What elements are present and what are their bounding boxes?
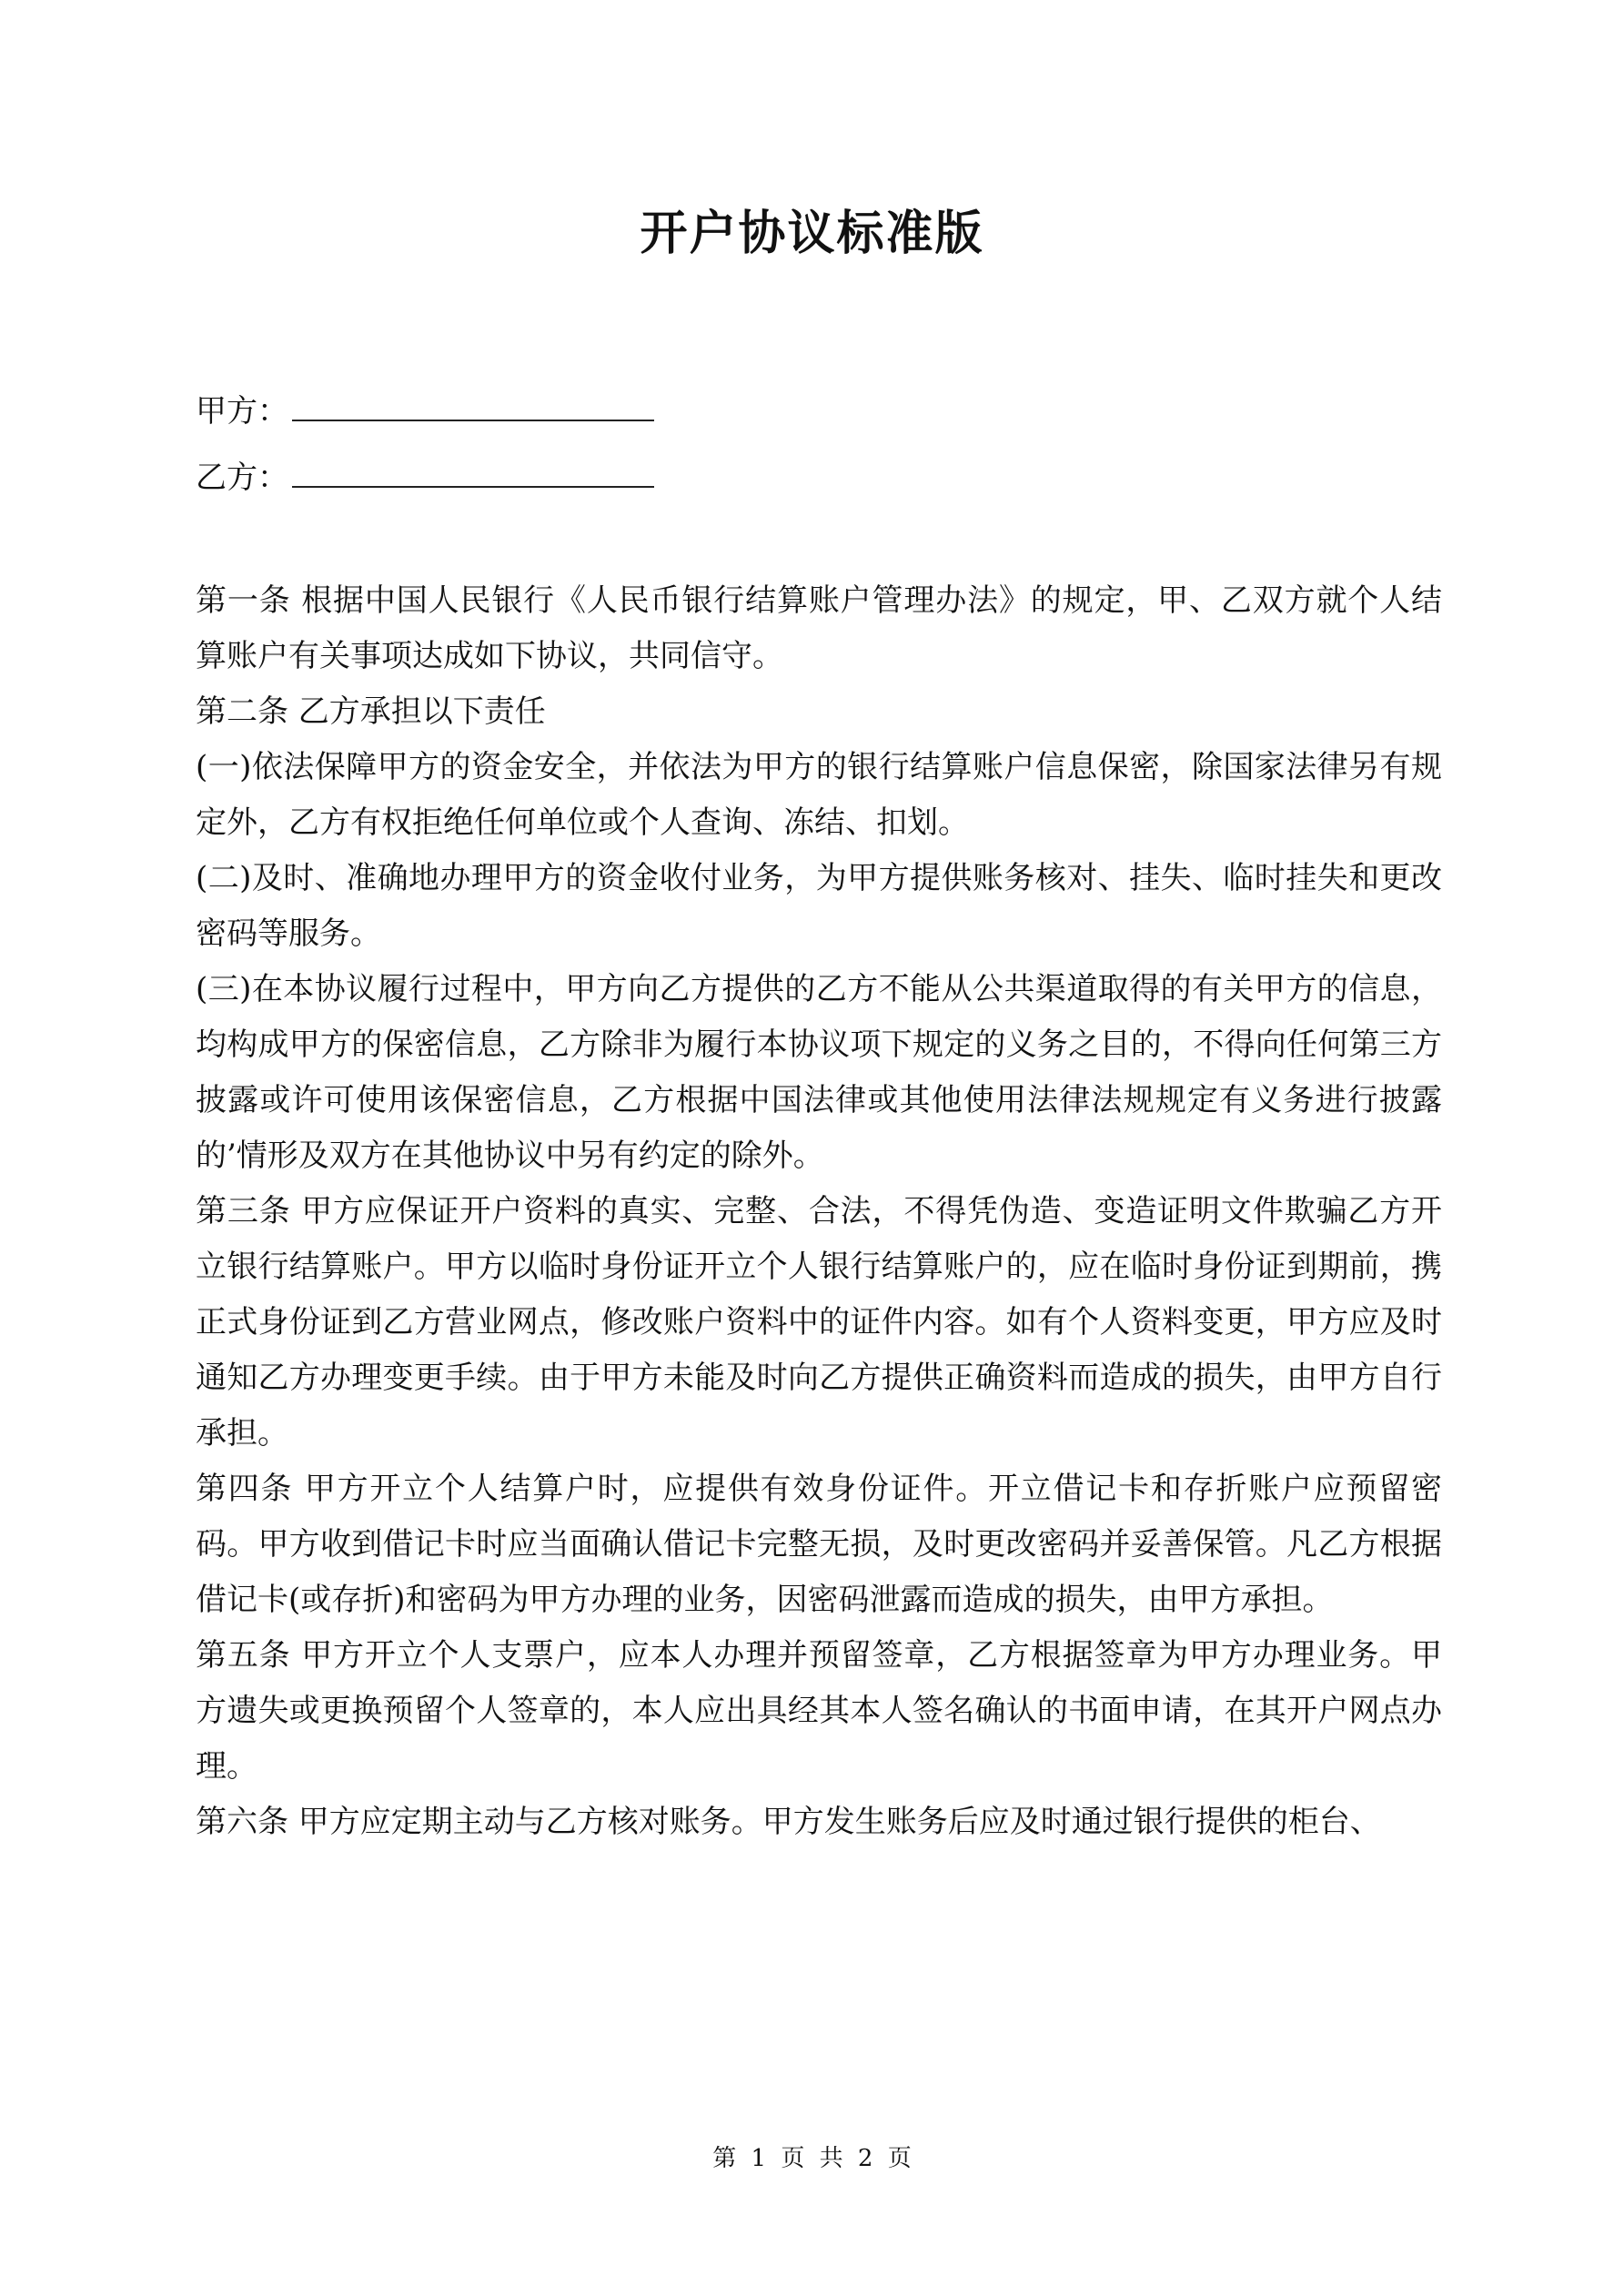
agreement-body bbox=[196, 573, 1442, 1850]
party-b-label: 乙方： bbox=[196, 460, 288, 496]
paragraph-article-3: 第三条 甲方应保证开户资料的真实、完整、合法，不得凭伪造、变造证明文件欺骗乙方开立银行结算账户。甲方以临时身份证开立个人银行结算账户的，应在临时身份证到期前，携正式身份证到乙方营业网点，修改账户资料中的证件内容。如有个人资料变更，甲方应及时通知乙方办理变更手续。由于甲方未能及时向乙方提供正确资料而造成的损失，由甲方自行承担。 bbox=[196, 1193, 1442, 1451]
paragraph-article-1: 第一条 根据中国人民银行《人民币银行结算账户管理办法》的规定，甲、乙双方就个人结算账户有关事项达成如下协议，共同信守。 bbox=[196, 582, 1442, 674]
party-a-field bbox=[196, 389, 654, 434]
party-a-blank-line bbox=[292, 392, 654, 421]
paragraph-article-6: 第六条 甲方应定期主动与乙方核对账务。甲方发生账务后应及时通过银行提供的柜台、 bbox=[196, 1804, 1381, 1840]
page-number-footer: 第 1 页 共 2 页 bbox=[712, 2145, 912, 2172]
paragraph-article-2-item-1: (一)依法保障甲方的资金安全，并依法为甲方的银行结算账户信息保密，除国家法律另有规定外，乙方有权拒绝任何单位或个人查询、冻结、扣划。 bbox=[196, 749, 1442, 841]
paragraph-article-2-item-2: (二)及时、准确地办理甲方的资金收付业务，为甲方提供账务核对、挂失、临时挂失和更改密码等服务。 bbox=[196, 860, 1442, 952]
paragraph-article-2-item-3: (三)在本协议履行过程中，甲方向乙方提供的乙方不能从公共渠道取得的有关甲方的信息，均构成甲方的保密信息，乙方除非为履行本协议项下规定的义务之目的，不得向任何第三方披露或许可使用该保密信息，乙方根据中国法律或其他使用法律法规规定有义务进行披露的’情形及双方在其他协议中另有约定的除外。 bbox=[196, 971, 1442, 1174]
party-b-blank-line bbox=[292, 459, 654, 488]
paragraph-article-2: 第二条 乙方承担以下责任 bbox=[196, 693, 546, 730]
party-a-label: 甲方： bbox=[196, 393, 288, 430]
document-title: 开户协议标准版 bbox=[640, 206, 984, 261]
paragraph-article-5: 第五条 甲方开立个人支票户，应本人办理并预留签章，乙方根据签章为甲方办理业务。甲方遗失或更换预留个人签章的，本人应出具经其本人签名确认的书面申请，在其开户网点办理。 bbox=[196, 1637, 1442, 1785]
paragraph-article-4: 第四条 甲方开立个人结算户时，应提供有效身份证件。开立借记卡和存折账户应预留密码。甲方收到借记卡时应当面确认借记卡完整无损，及时更改密码并妥善保管。凡乙方根据借记卡(或存折)和密码为甲方办理的业务，因密码泄露而造成的损失，由甲方承担。 bbox=[196, 1471, 1442, 1618]
party-b-field bbox=[196, 455, 654, 501]
